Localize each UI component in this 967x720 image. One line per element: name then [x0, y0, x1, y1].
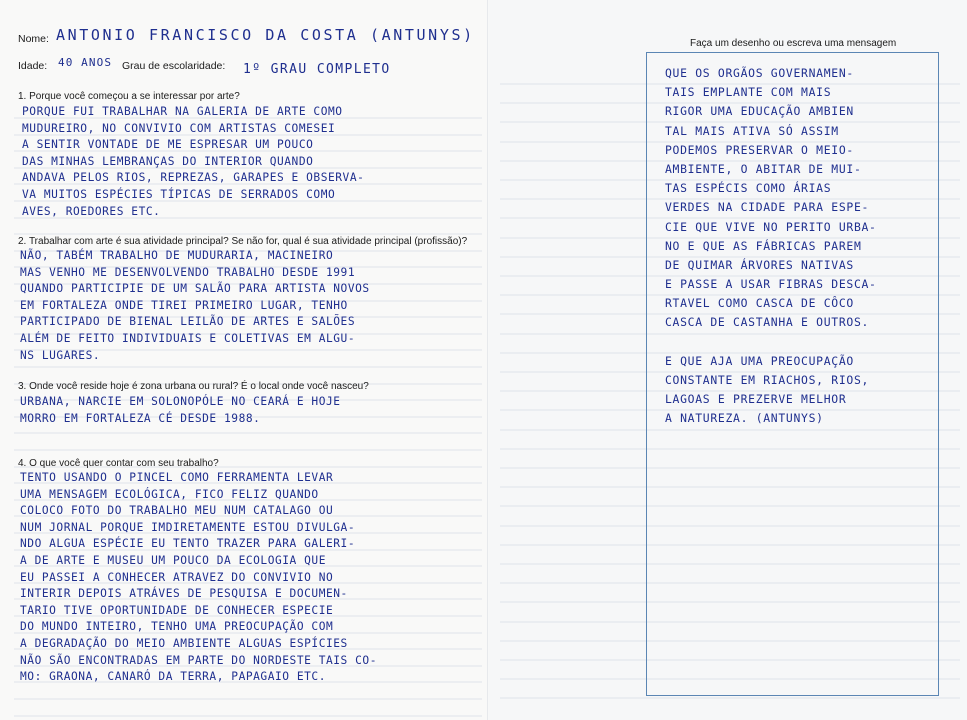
- answer-line: MUDUREIRO, NO CONVIVIO COM ARTISTAS COMESEI: [22, 121, 336, 135]
- answer-line: QUANDO PARTICIPIE DE UM SALÃO PARA ARTISTA NOVOS: [20, 282, 370, 296]
- message-line: [665, 333, 877, 352]
- message-line: TAL MAIS ATIVA SÓ ASSIM: [665, 123, 839, 138]
- message-line: CIE QUE VIVE NO PERITO URBA-: [665, 219, 877, 234]
- answer-line: EM FORTALEZA ONDE TIREI PRIMEIRO LUGAR, TENHO: [20, 298, 348, 312]
- answer-4: [20, 470, 377, 686]
- message-line: TAS ESPÉCIS COMO ÁRIAS: [665, 181, 832, 196]
- answer-3: [20, 394, 341, 427]
- answer-line: NÃO SÃO ENCONTRADAS EM PARTE DO NORDESTE TAIS CO-: [20, 653, 377, 667]
- message-line: QUE OS ORGÃOS GOVERNAMEN-: [665, 66, 854, 80]
- message-line: CONSTANTE EM RIACHOS, RIOS,: [665, 373, 870, 387]
- answer-line: DO MUNDO INTEIRO, TENHO UMA PREOCUPAÇÃO COM: [20, 620, 334, 634]
- answer-line: VA MUITOS ESPÉCIES TÍPICAS DE SERRADOS COMO: [22, 187, 336, 201]
- answer-line: DAS MINHAS LEMBRANÇAS DO INTERIOR QUANDO: [22, 154, 314, 168]
- question-3: 3. Onde você reside hoje é zona urbana ou rural? É o local onde você nasceu?: [18, 381, 369, 392]
- answer-line: INTERIR DEPOIS ATRÁVES DE PESQUISA E DOCUMEN-: [20, 587, 348, 601]
- age-value: 40 ANOS: [58, 56, 113, 69]
- message-line: CASCA DE CASTANHA E OUTROS.: [665, 315, 870, 330]
- answer-line: UMA MENSAGEM ECOLÓGICA, FICO FELIZ QUANDO: [20, 487, 319, 501]
- name-label: Nome:: [18, 33, 49, 45]
- answer-line: NÃO, TABÉM TRABALHO DE MUDURARIA, MACINEIRO: [20, 249, 334, 262]
- answer-line: AVES, ROEDORES ETC.: [22, 204, 161, 218]
- message-line: AMBIENTE, O ABITAR DE MUI-: [665, 161, 862, 176]
- answer-line: MORRO EM FORTALEZA CÉ DESDE 1988.: [20, 411, 261, 425]
- answer-line: EU PASSEI A CONHECER ATRAVEZ DO CONVIVIO NO: [20, 570, 334, 584]
- answer-1: [22, 104, 364, 220]
- answer-2: [20, 248, 370, 364]
- message-line: RTAVEL COMO CASCA DE CÔCO: [665, 296, 854, 311]
- schooling-value: 1º GRAU COMPLETO: [243, 62, 391, 77]
- answer-line: ANDAVA PELOS RIOS, REPREZAS, GARAPES E OBSERVA-: [22, 171, 365, 185]
- answer-line: PORQUE FUI TRABALHAR NA GALERIA DE ARTE COMO: [22, 105, 343, 118]
- message-line: A NATUREZA. (ANTUNYS): [665, 411, 824, 426]
- name-value: ANTONIO FRANCISCO DA COSTA (ANTUNYS): [56, 26, 475, 44]
- answer-line: NDO ALGUA ESPÉCIE EU TENTO TRAZER PARA GALERI-: [20, 537, 356, 551]
- question-2: 2. Trabalhar com arte é sua atividade principal? Se não for, qual é sua atividade principal (profissão)?: [18, 236, 468, 247]
- answer-line: MAS VENHO ME DESENVOLVENDO TRABALHO DESDE 1991: [20, 265, 356, 279]
- answer-line: A DEGRADAÇÃO DO MEIO AMBIENTE ALGUAS ESPÍCIES: [20, 636, 348, 650]
- answer-line: PARTICIPADO DE BIENAL LEILÃO DE ARTES E SALÕES: [20, 315, 356, 329]
- answer-line: URBANA, NARCIE EM SOLONOPÓLE NO CEARÁ E HOJE: [20, 395, 341, 408]
- message-line: NO E QUE AS FÁBRICAS PAREM: [665, 238, 862, 253]
- message-line: DE QUIMAR ÁRVORES NATIVAS: [665, 257, 854, 272]
- answer-line: ALÉM DE FEITO INDIVIDUAIS E COLETIVAS EM ALGU-: [20, 331, 356, 345]
- question-4: 4. O que você quer contar com seu trabalho?: [18, 458, 219, 469]
- message-line: PODEMOS PRESERVAR O MEIO-: [665, 142, 854, 157]
- answer-line: TENTO USANDO O PINCEL COMO FERRAMENTA LEVAR: [20, 471, 334, 484]
- answer-line: A DE ARTE E MUSEU UM POUCO DA ECOLOGIA QUE: [20, 553, 326, 567]
- answer-line: NS LUGARES.: [20, 348, 101, 362]
- answer-line: TARIO TIVE OPORTUNIDADE DE CONHECER ESPECIE: [20, 603, 334, 617]
- message-line: E QUE AJA UMA PREOCUPAÇÃO: [665, 353, 854, 368]
- answer-line: COLOCO FOTO DO TRABALHO MEU NUM CATALAGO OU: [20, 504, 334, 518]
- message-title: Faça um desenho ou escreva uma mensagem: [690, 38, 897, 49]
- message-line: TAIS EMPLANTE COM MAIS: [665, 85, 832, 100]
- question-1: 1. Porque você começou a se interessar por arte?: [18, 91, 240, 102]
- answer-line: MO: GRAONA, CANARÓ DA TERRA, PAPAGAIO ETC.: [20, 670, 326, 684]
- message-line: VERDES NA CIDADE PARA ESPE-: [665, 200, 870, 215]
- message-text: [665, 64, 877, 429]
- schooling-label: Grau de escolaridade:: [122, 60, 226, 72]
- answer-line: NUM JORNAL PORQUE IMDIRETAMENTE ESTOU DIVULGA-: [20, 520, 356, 534]
- message-line: LAGOAS E PREZERVE MELHOR: [665, 392, 847, 407]
- age-label: Idade:: [18, 60, 48, 72]
- message-line: E PASSE A USAR FIBRAS DESCA-: [665, 277, 877, 292]
- answer-line: A SENTIR VONTADE DE ME ESPRESAR UM POUCO: [22, 138, 314, 152]
- message-line: RIGOR UMA EDUCAÇÃO AMBIEN: [665, 104, 854, 119]
